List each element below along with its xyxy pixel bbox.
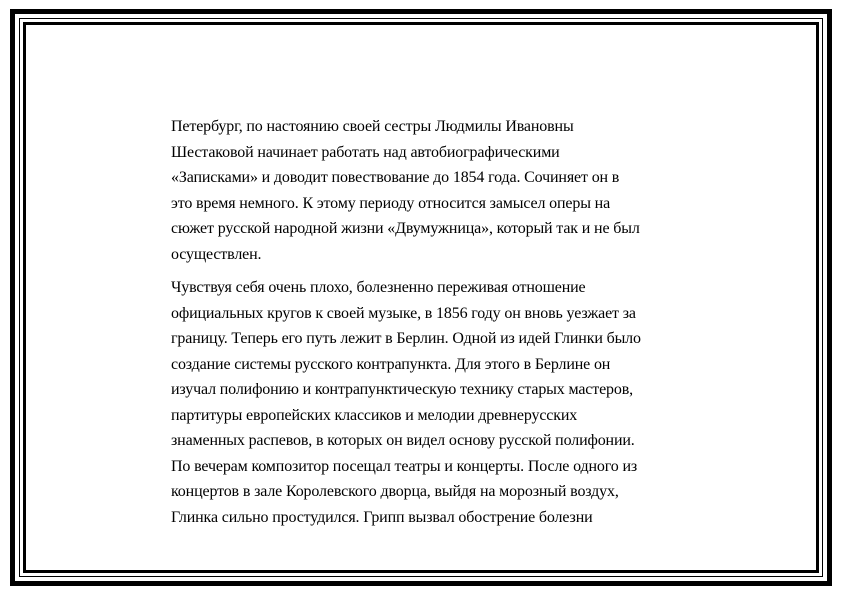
paragraph-spacer [171,267,731,275]
body-text [171,114,731,530]
text-line: осуществлен. [171,245,262,263]
text-line: изучал полифонию и контрапунктическую технику старых мастеров, [171,381,633,398]
text-line: Чувствуя себя очень плохо, болезненно переживая отношение [171,279,586,296]
paragraph-1 [171,114,731,267]
text-line: По вечерам композитор посещал театры и концерты. После одного из [171,457,638,475]
text-line: официальных кругов к своей музыке, в 1856 году он вновь уезжает за [171,304,636,322]
text-line: знаменных распевов, в которых он видел основу русской полифонии. [171,432,635,449]
text-line: создание системы русского контрапункта. Для этого в Берлине он [171,355,611,373]
text-line: Шестаковой начинает работать над автобиографическими [171,143,560,161]
text-line: сюжет русской народной жизни «Двумужница», который так и не был [171,220,640,237]
text-line: Петербург, по настоянию своей сестры Людмилы Ивановны [171,118,574,135]
text-line: концертов в зале Королевского дворца, выйдя на морозный воздух, [171,483,619,500]
paragraph-2 [171,275,731,530]
text-line: Глинка сильно простудился. Грипп вызвал обострение болезни [171,508,593,526]
text-line: границу. Теперь его путь лежит в Берлин. Одной из идей Глинки было [171,330,641,347]
text-line: это время немного. К этому периоду относится замысел оперы на [171,194,611,212]
text-line: партитуры европейских классиков и мелодии древнерусских [171,406,578,424]
text-line: «Записками» и доводит повествование до 1854 года. Сочиняет он в [171,169,620,186]
